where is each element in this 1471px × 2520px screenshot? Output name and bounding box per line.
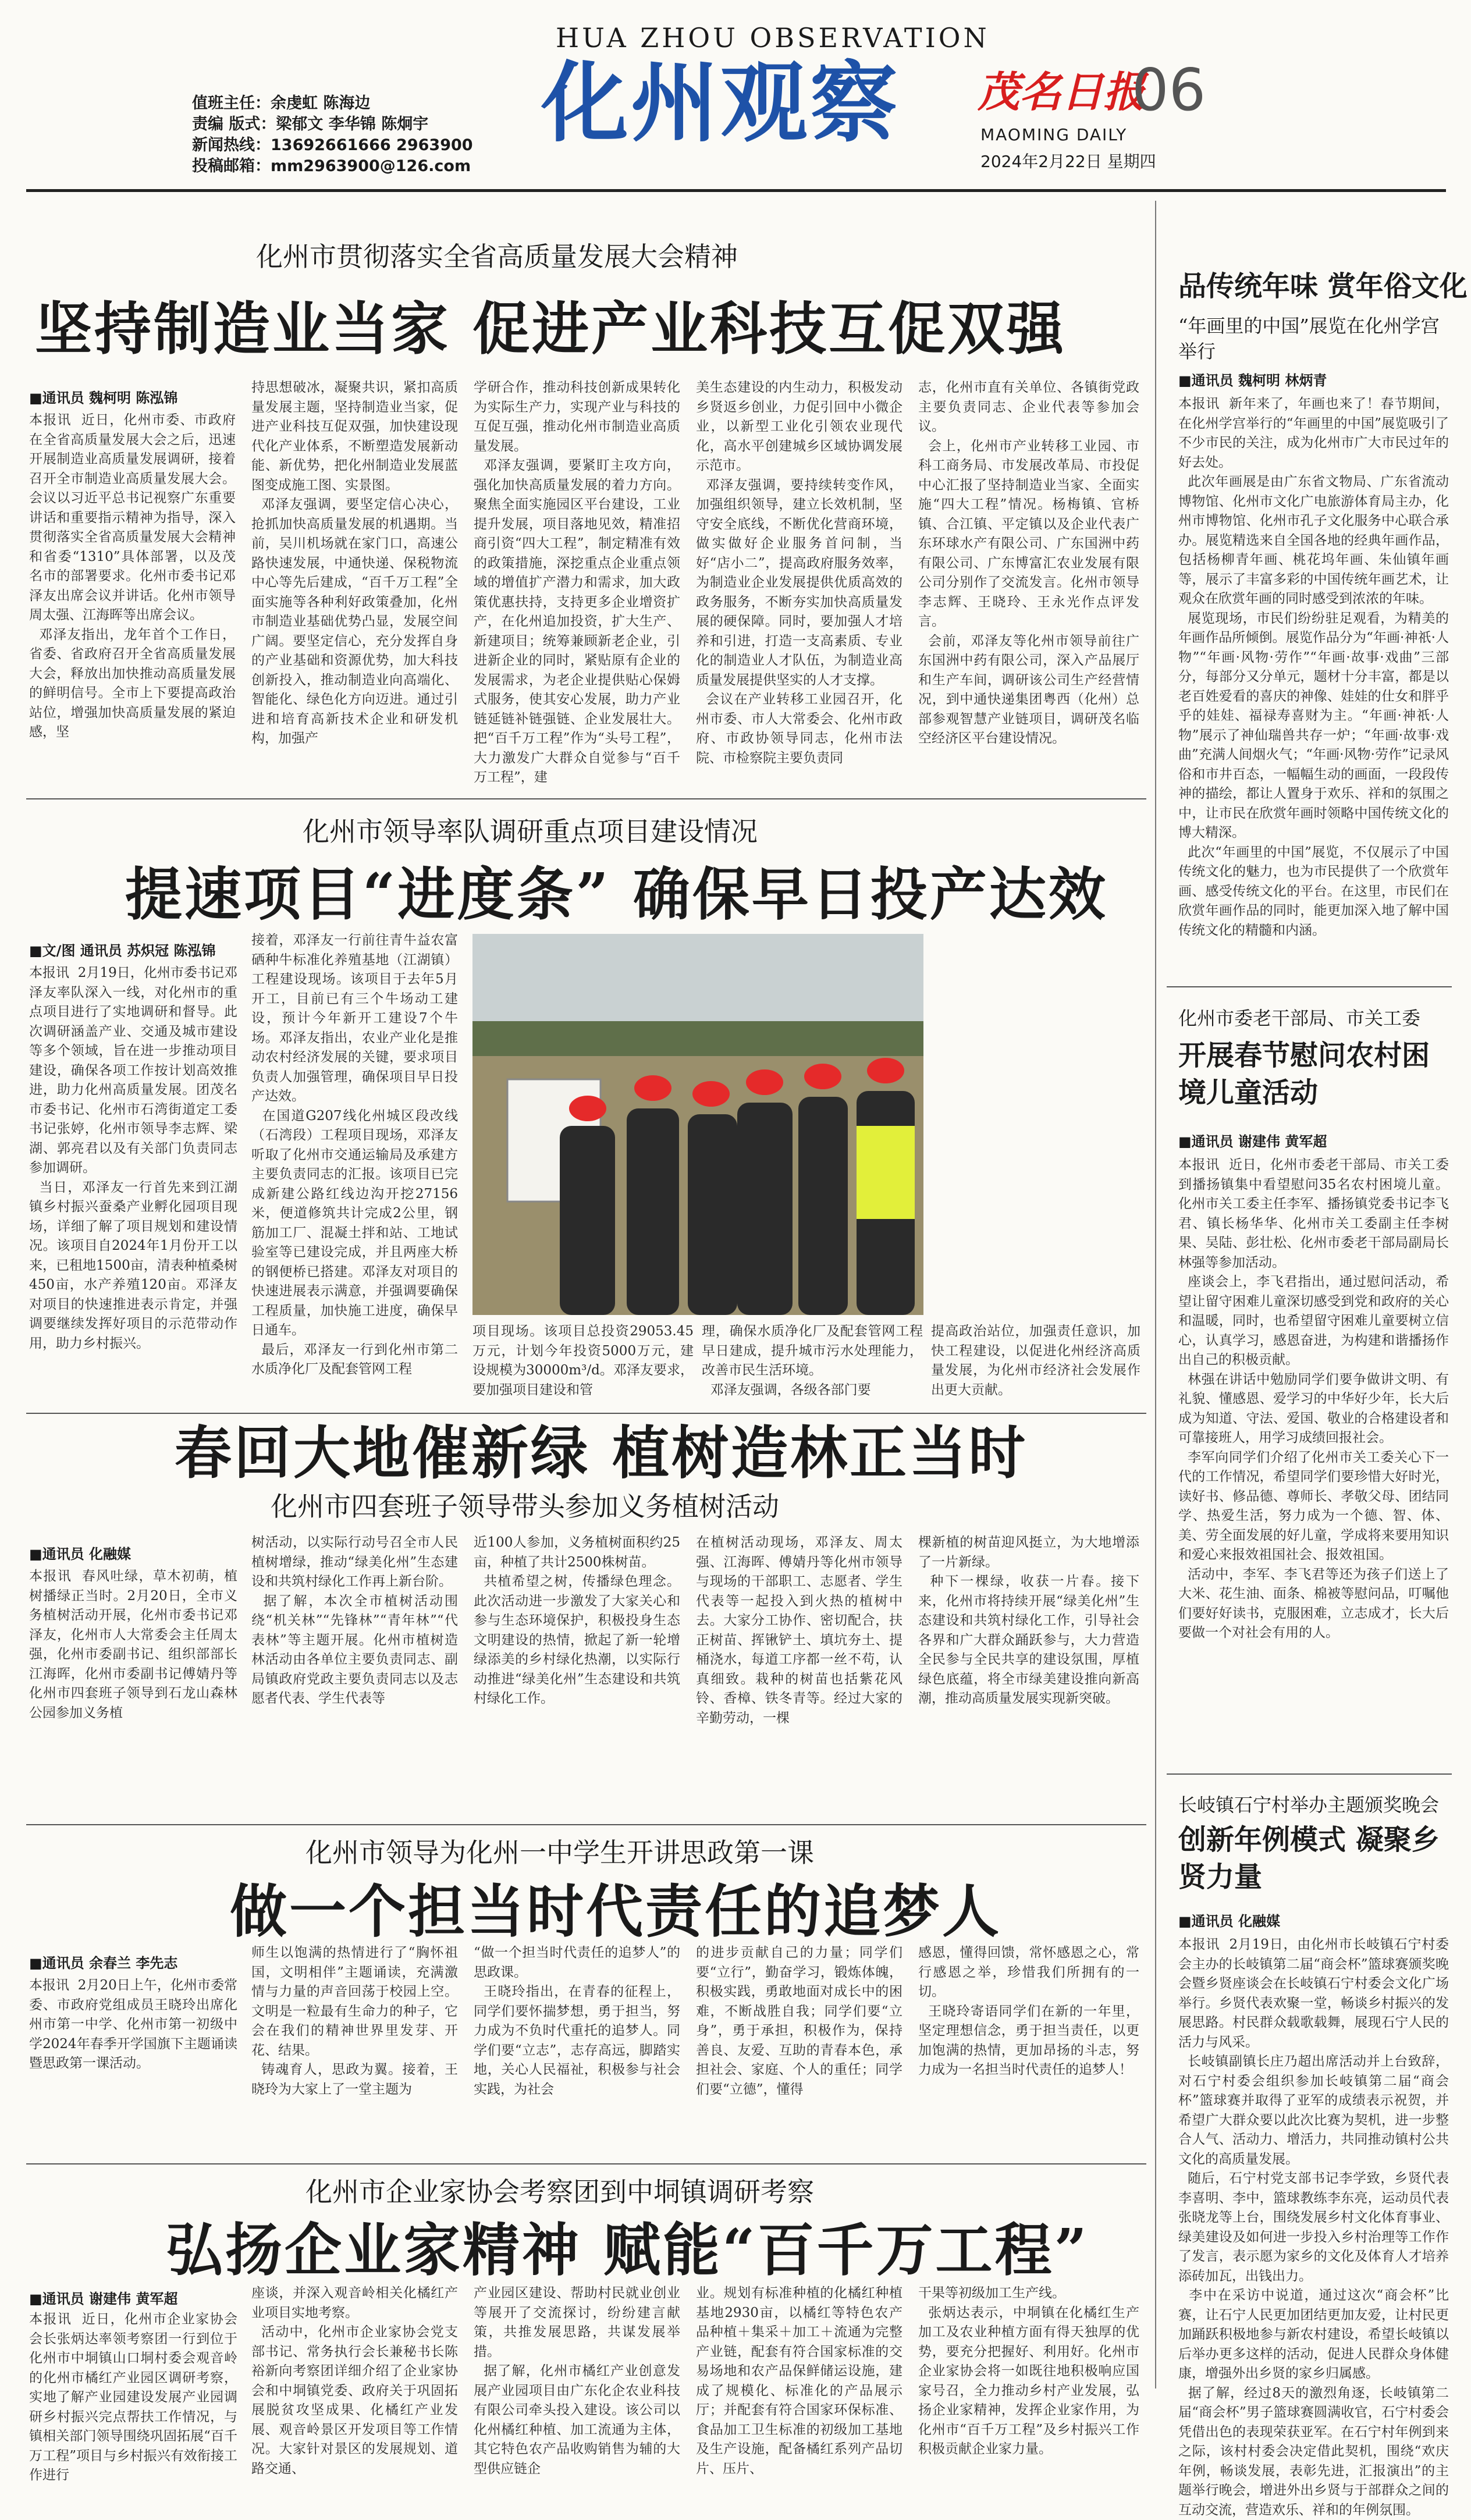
side-divider	[1167, 1773, 1452, 1775]
article3-col: 棵新植的树苗迎风挺立，为大地增添了一片新绿。 种下一棵绿，收获一片春。接下来，化州市将持续开展“绿美化州”生态建设和共筑村绿化工作，引导社会各界和广大群众踊跃参与，大力营造全民参与全民共享的建设氛围，厚植绿色底蕴，将全市绿美建设推向新高潮，推动高质量发展实现新突破。	[918, 1535, 1139, 1706]
article1-kicker: 化州市贯彻落实全省高质量发展大会精神	[256, 241, 738, 272]
article5-byline: ■通讯员 谢建伟 黄军超	[29, 2291, 178, 2307]
photo-illustration	[472, 934, 923, 1315]
side2-body: 本报讯 近日，化州市委老干部局、市关工委到播扬镇集中看望慰问35名农村困境儿童。化州市关工委主任李军、播扬镇党委书记李飞君、镇长杨华华、化州市关工委副主任李树果、吴陆、彭壮松、化州市委老干部局副局长林强等参加活动。 座谈会上，李飞君指出，通过慰问活动，希望让留守困难儿童深切感受到党和政府的关心和温暖，同时，也希望留守困难儿童要树立信心，认真学习，感恩奋进，为构建和谐播扬作出自己的积极贡献。 林强在讲话中勉励同学们要争做讲文明、有礼貌、懂感恩、爱学习的中华好少年，长大后成为知道、守法、爱国、敬业的合格建设者和可靠接班人，用学习成绩回报社会。 李军向同学们介绍了化州市关工委关心下一代的工作情况，希望同学们要珍惜大好时光，读好书、修品德、尊师长、孝敬父母、团结同学、热爱生活，努力成为一个德、智、体、美、劳全面发展的好儿童，学成将来要用知识和爱心来报效祖国社会、报效祖国。 活动中，李军、李飞君等还为孩子们送上了大米、花生油、面条、棉被等慰问品，叮嘱他们要好好读书，克服困难，立志成才，长大后要做一个对社会有用的人。	[1178, 1157, 1449, 1640]
side-divider	[1167, 986, 1452, 987]
article4-col: 师生以饱满的热情进行了“胸怀祖国，文明相伴”主题诵读，充满激情与力量的声音回荡于校园上空。文明是一粒最有生命力的种子，它会在我们的精神世界里发芽、开花、结果。 铸魂育人，思政为翼。接着，王晓玲为大家上了一堂主题为	[251, 1945, 459, 2097]
article3-col: 近100人参加，义务植树面积约25亩，种植了共计2500株树苗。 共植希望之树，传播绿色理念。此次活动进一步激发了大家关心和参与生态环境保护，积极投身生态文明建设的热情，掀起了新一轮增绿添美的乡村绿化热潮，以实际行动推进“绿美化州”生态建设和共筑村绿化工作。	[474, 1535, 681, 1706]
article2-headline: 提速项目“进度条” 确保早日投产达效	[125, 861, 1108, 928]
article2-col: 本报讯 2月19日，化州市委书记邓泽友率队深入一线，对化州市的重点项目进行了实地调研和督导。此次调研涵盖产业、交通及城市建设等多个领域，旨在进一步推动项目建设，确保各项工作按计划高效推进，助力化州高质量发展。团茂名市委书记、化州市石湾街道定工委书记张婷，化州市领导李志辉、梁湖、郭亮君以及有关部门负责同志参加调研。 当日，邓泽友一行首先来到江湖镇乡村振兴蚕桑产业孵化园项目现场，详细了解了项目规划和建设情况。该项目自2024年1月份开工以来，已租地1500亩，清表种植桑树450亩，水产养殖120亩。邓泽友对项目的快速推进表示肯定，并强调要继续发挥好项目的示范带动作用，助力乡村振兴。	[29, 965, 238, 1351]
side3-headline: 创新年例模式 凝聚乡贤力量	[1178, 1824, 1440, 1893]
section-title: 化州观察	[541, 52, 900, 154]
editor-line: 责编 版式：梁郁文 李华锦 陈炯宇	[192, 115, 429, 133]
section-divider	[26, 1824, 1146, 1825]
article1-col: 志，化州市直有关单位、各镇街党政主要负责同志、企业代表等参加会议。 会上，化州市产业转移工业园、市科工商务局、市发展改革局、市投促中心汇报了坚持制造业当家、全面实施“四大工程”情况。杨梅镇、官桥镇、合江镇、平定镇以及企业代表广东环球水产有限公司、广东国洲中药有限公司、广东博富汇农业发展有限公司分别作了交流发言。化州市领导李志辉、王晓玲、王永光作点评发言。 会前，邓泽友等化州市领导前往广东国洲中药有限公司，深入产品展厅和生产车间，调研该公司生产经营情况，到中通快递集团粤西（化州）总部参观智慧产业链项目，调研茂名临空经济区平台建设情况。	[918, 380, 1139, 746]
side3-byline: ■通讯员 化融媒	[1178, 1913, 1281, 1929]
section-divider	[26, 1413, 1146, 1414]
article2-byline: ■文/图 通讯员 苏炽冠 陈泓锦	[29, 943, 216, 959]
section-divider	[26, 2163, 1146, 2164]
article3-col: 本报讯 春风吐绿，草木初萌，植树播绿正当时。2月20日，全市义务植树活动开展，化州市委书记邓泽友，化州市人大常委会主任周太强，化州市委副书记、组织部部长江海晖，化州市委副书记傅婧丹等化州市四套班子领导到石龙山森林公园参加义务植	[29, 1569, 237, 1721]
article5-headline: 弘扬企业家精神 赋能“百千万工程”	[166, 2217, 1089, 2284]
masthead-rule	[26, 189, 1446, 192]
side3-body: 本报讯 2月19日，由化州市长岐镇石宁村委会主办的长岐镇第二届“商会杯”篮球赛颁奖晚会暨乡贤座谈会在长岐镇石宁村委会文化广场举行。乡贤代表欢聚一堂，畅谈乡村振兴的发展思路。村民群众载歌载舞，展现石宁人民的活力与风采。 长岐镇副镇长庄乃超出席活动并上台致辞，对石宁村委会组织参加长岐镇第二届“商会杯”篮球赛并取得了亚军的成绩表示祝贺，并希望广大群众要以此次比赛为契机，进一步整合人气、活动力、增活力，共同推动镇村公共文化的高质量发展。 随后，石宁村党支部书记李学致，乡贤代表李喜明、李中，篮球教练李东亮，运动员代表张晓龙等上台，围绕发展乡村文化体育事业、绿美建设及如何进一步投入乡村治理等工作作了发言，表示愿为家乡的文化及体育人才培养添砖加瓦，出钱出力。 李中在采访中说道，通过这次“商会杯”比赛，让石宁人民更加团结更加友爱，让村民更加踊跃积极地参与新农村建设，希望长岐镇以后举办更多这样的活动，促进人民群众身体健康，增强外出乡贤的家乡归属感。 据了解，经过8天的激烈角逐，长岐镇第二届“商会杯”男子篮球赛圆满收官，石宁村委会凭借出色的表现荣获亚军。在石宁村年例到来之际，该村村委会决定借此契机，围绕“欢庆年例，畅谈发展，表彰先进，汇报演出”的主题举行晚会，增进外出乡贤与于部群众之间的互动交流，营造欢乐、祥和的年例氛围。	[1178, 1937, 1449, 2518]
article1-col: 美生态建设的内生动力，积极发动乡贤返乡创业，力促引回中小微企业，以新型工业化引领农业现代化，高水平创建城乡区域协调发展示范市。 邓泽友强调，要持续转变作风，加强组织领导，建立长效机制，坚守安全底线，不断优化营商环境，做实做好企业服务首问制，当好“店小二”，提高政府服务效率，为制造业企业发展提供优质高效的政务服务，不断夯实加快高质量发展的硬保障。同时，要加强人才培养和引进，打造一支高素质、专业化的制造业人才队伍，为制造业高质量发展提供坚实的人才支撑。 会议在产业转移工业园召开，化州市委、市人大常委会、化州市政府、市政协领导同志，化州市法院、市检察院主要负责同	[696, 380, 903, 766]
side3-kicker: 长岐镇石宁村举办主题颁奖晚会	[1178, 1794, 1440, 1816]
editor-line: 值班主任：余虔虹 陈海边	[192, 94, 371, 112]
article1-col: 学研合作，推动科技创新成果转化为实际生产力，实现产业与科技的互促互强，推动化州市制造业高质量发展。 邓泽友强调，要紧盯主攻方向，强化加快高质量发展的着力方向。聚焦全面实施园区平台建设，工业提升发展，项目落地见效，精准招商引资“四大工程”，制定精准有效的政策措施，深挖重点企业重点领域的增值扩产潜力和需求，加大政策优惠扶持，支持更多企业增资扩产，在化州追加投资，扩大生产、新建项目；统筹兼顾新老企业，引进新企业的同时，紧贴原有企业的发展需求，为老企业提供贴心保姆式服务，使其安心发展，助力产业链延链补链强链、企业发展壮大。把“百千万工程”作为“头号工程”，大力激发广大群众自觉参与“百千万工程”，建	[474, 380, 681, 785]
article5-col: 产业园区建设、帮助村民就业创业等展开了交流探讨，纷纷建言献策，共推发展思路，共谋发展举措。 据了解，化州市橘红产业创意发展产业园项目由广东化企农业科技有限公司牵头投入建设。该公司以化州橘红种植、加工流通为主体，其它特色农产品收购销售为辅的大型供应链企	[474, 2286, 681, 2476]
side1-body: 本报讯 新年来了，年画也来了！春节期间，在化州学宫举行的“年画里的中国”展览吸引了不少市民的关注，成为化州市广大市民过年的好去处。 此次年画展是由广东省文物局、广东省流动博物馆、化州市文化广电旅游体育局主办，化州市博物馆、化州市孔子文化服务中心联合承办。展览精选来自全国各地的经典年画作品，包括杨柳青年画、桃花坞年画、朱仙镇年画等，展示了丰富多彩的中国传统年画艺术，让观众在欣赏年画的同时感受到浓浓的年味。 展览现场，市民们纷纷驻足观看，为精美的年画作品所倾倒。展览作品分为“年画·神祇·人物”“年画·风物·劳作”“年画·故事·戏曲”三部分，每部分又分单元，题材十分丰富，都是以老百姓爱看的喜庆的神像、娃娃的仕女和胖乎乎的娃娃、福禄寿喜财为主。“年画·神祇·人物”展示了神仙瑞兽共存一炉；“年画·故事·戏曲”充满人间烟火气；“年画·风物·劳作”记录风俗和市井百态，一幅幅生动的画面，一段段传神的描绘，都让人置身于欢乐、祥和的氛围之中，让市民在欣赏年画时领略中国传统文化的博大精深。 此次“年画里的中国”展览，不仅展示了中国传统文化的魅力，也为市民提供了一个欣赏年画、感受传统文化的平台。在这里，市民们在欣赏年画作品的同时，能更加深入地了解中国传统文化的精髓和内涵。	[1178, 396, 1449, 938]
paper-logo: 茂名日报	[978, 67, 1146, 116]
article4-col: 感恩，懂得回馈，常怀感恩之心，常行感恩之举，珍惜我们所拥有的一切。 王晓玲寄语同学们在新的一年里，坚定理想信念，勇于担当责任，以更加饱满的热情，更加昂扬的斗志，努力成为一名担当时代责任的追梦人！	[918, 1945, 1139, 2077]
article2-col: 项目现场。该项目总投资29053.45万元，计划今年投资5000万元，建设规模为30000m³/d。邓泽友要求，要加强项目建设和管	[472, 1324, 694, 1398]
side1-subhead: “年画里的中国”展览在化州学宫举行	[1178, 315, 1440, 362]
side1-headline: 品传统年味 赏年俗文化	[1178, 270, 1468, 303]
side2-byline: ■通讯员 谢建伟 黄军超	[1178, 1133, 1327, 1150]
article4-col: 的进步贡献自己的力量；同学们要“立行”，勤奋学习，锻炼体魄，积极实践，勇敢地面对成长中的困难，不断战胜自我；同学们要“立身”，勇于承担，积极作为，保持善良、友爱、互助的青春本色，承担社会、家庭、个人的重任；同学们要“立德”，懂得	[696, 1945, 903, 2097]
article3-byline: ■通讯员 化融媒	[29, 1546, 132, 1562]
paper-name-en: MAOMING DAILY	[980, 125, 1128, 144]
article5-col: 本报讯 近日，化州市企业家协会会长张炳达率领考察团一行到位于化州市中垌镇山口垌村委会观音岭的化州市橘红产业园区调研考察，实地了解产业园建设发展产业园调研乡村振兴完点帮扶工作情况，与镇相关部门领导围绕巩固拓展“百千万工程”项目与乡村振兴有效衔接工作进行	[29, 2312, 237, 2483]
article2-col: 理，确保水质净化厂及配套管网工程早日建成，提升城市污水处理能力，改善市民生活环境。 邓泽友强调，各级各部门要	[702, 1324, 923, 1398]
section-divider	[26, 798, 1146, 799]
side2-kicker: 化州市委老干部局、市关工委	[1178, 1007, 1421, 1029]
article1-headline: 坚持制造业当家 促进产业科技互促双强	[35, 296, 1067, 362]
section-title-en: HUA ZHOU OBSERVATION	[556, 22, 990, 54]
article4-headline: 做一个担当时代责任的追梦人	[230, 1878, 1002, 1945]
article3-headline: 春回大地催新绿 植树造林正当时	[175, 1420, 1028, 1487]
article4-byline: ■通讯员 余春兰 李先志	[29, 1955, 178, 1971]
side1-byline: ■通讯员 魏柯明 林炳青	[1178, 372, 1327, 389]
article3-col: 在植树活动现场，邓泽友、周太强、江海晖、傅婧丹等化州市领导与现场的干部职工、志愿者、学生代表等一起投入到火热的植树中去。大家分工协作、密切配合，扶正树苗、挥锹铲土、填坑夯土、提桶浇水，每道工序都一丝不苟，认真细致。栽种的树苗也括紫花风铃、香樟、铁冬青等。经过大家的辛勤劳动，一棵	[696, 1535, 903, 1726]
article4-col: “做一个担当时代责任的追梦人”的思政课。 王晓玲指出，在青春的征程上，同学们要怀揣梦想，勇于担当，努力成为不负时代重托的追梦人。同学们要“立志”，志存高远，脚踏实地，关心人民福祉，积极参与社会实践，为社会	[474, 1945, 681, 2097]
article2-col: 接着，邓泽友一行前往青牛益农富硒种牛标准化养殖基地（江湖镇）工程建设现场。该项目于去年5月开工，目前已有三个牛场动工建设，预计今年新开工建设7个牛场。邓泽友指出，农业产业化是推动农村经济发展的关键，要求项目负责人加强管理，确保项目早日投产达效。 在国道G207线化州城区段改线（石湾段）工程项目现场，邓泽友听取了化州市交通运输局及承建方主要负责同志的汇报。该项目已完成新建公路红线边沟开挖27156米，便道修筑共计完成2公里，钢筋加工厂、混凝土拌和站、工地试验室等已建设完成，并且两座大桥的钢便桥已搭建。邓泽友对项目的快速进展表示满意，并强调要确保工程质量，加快施工进度，确保早日通车。 最后，邓泽友一行到化州市第二水质净化厂及配套管网工程	[251, 933, 459, 1377]
editor-line: 新闻热线：13692661666 2963900	[192, 136, 473, 154]
page-number: 06	[1132, 56, 1206, 124]
issue-date: 2024年2月22日 星期四	[980, 152, 1156, 171]
article4-col: 本报讯 2月20日上午，化州市委常委、市政府党组成员王晓玲出席化州市第一中学、化州市第一初级中学2024年春季开学国旗下主题诵读暨思政第一课活动。	[29, 1978, 237, 2071]
article1-byline: ■通讯员 魏柯明 陈泓锦	[29, 390, 178, 406]
article4-kicker: 化州市领导为化州一中学生开讲思政第一课	[305, 1837, 814, 1868]
side2-headline: 开展春节慰问农村困境儿童活动	[1178, 1039, 1430, 1109]
editor-info	[192, 93, 495, 177]
column-divider	[1155, 201, 1156, 2389]
article5-kicker: 化州市企业家协会考察团到中垌镇调研考察	[305, 2176, 814, 2208]
editor-line: 投稿邮箱：mm2963900@126.com	[192, 157, 471, 175]
project-site-photo	[472, 934, 923, 1315]
article3-col: 树活动，以实际行动号召全市人民植树增绿，推动“绿美化州”生态建设和共筑村绿化工作再上新台阶。 据了解，本次全市植树活动围绕“机关林”“先锋林”“青年林”“代表林”等主题开展。化州市植树造林活动由各单位主要负责同志、副局镇政府党政主要负责同志以及志愿者代表、学生代表等	[251, 1535, 459, 1706]
article2-kicker: 化州市领导率队调研重点项目建设情况	[303, 816, 758, 847]
article3-subhead: 化州市四套班子领导带头参加义务植树活动	[271, 1491, 779, 1522]
article5-col: 业。规划有标准种植的化橘红种植基地2930亩，以橘红等特色农产品种植＋集采＋加工＋流通为完整产业链，配套有符合国家标准的交易场地和农产品保鲜储运设施，建成了规模化、标准化的产品展示厅；并配套有符合国家环保标准、食品加工卫生标准的初级加工基地及生产设施，配备橘红系列产品切片、压片、	[696, 2286, 903, 2476]
article1-col: 持思想破冰，凝聚共识，紧扣高质量发展主题，坚持制造业当家，促进产业科技互促双强，加快建设现代化产业体系，不断塑造发展新动能、新优势，把化州制造业发展蓝图变成施工图、实景图。 邓泽友强调，要坚定信心决心，抢抓加快高质量发展的机遇期。当前，吴川机场就在家门口，高速公路快速发展，中通快递、保税物流中心等先后建成，“百千万工程”全面实施等各种利好政策叠加，化州市制造业基础优势凸显，发展空间广阔。要坚定信心，充分发挥自身的产业基础和资源优势，加大科技创新投入，推动制造业向高端化、智能化、绿色化方向迈进。通过引进和培育高新技术企业和研发机构，加强产	[251, 380, 459, 746]
article2-col: 提高政治站位，加强责任意识，加快工程建设，以促进化州经济高质量发展，为化州市经济社会发展作出更大贡献。	[931, 1324, 1140, 1398]
article5-col: 座谈，并深入观音岭相关化橘红产业项目实地考察。 活动中，化州市企业家协会党支部书记、常务执行会长兼秘书长陈裕新向考察团详细介绍了企业家协会和中垌镇党委、政府关于巩固拓展脱贫攻坚成果、化橘红产业发展、观音岭景区开发项目等工作情况。大家针对景区的发展规划、道路交通、	[251, 2286, 459, 2476]
article5-col: 干果等初级加工生产线。 张炳达表示，中垌镇在化橘红生产加工及农业种植方面有得天独厚的优势，要充分把握好、利用好。化州市企业家协会将一如既往地积极响应国家号召，全力推动乡村产业发展，弘扬企业家精神，发挥企业家作用，为化州市“百千万工程”及乡村振兴工作积极贡献企业家力量。	[918, 2286, 1139, 2457]
article1-col: 本报讯 近日，化州市委、市政府在全省高质量发展大会之后，迅速开展制造业高质量发展调研，接着召开全市制造业高质量发展大会。会议以习近平总书记视察广东重要讲话和重要指示精神为指导，深入贯彻落实全省高质量发展大会精神和省委“1310”具体部署，以及茂名市的部署要求。化州市委书记邓泽友出席会议并讲话。化州市领导周太强、江海晖等出席会议。 邓泽友指出，龙年首个工作日，省委、省政府召开全省高质量发展大会，释放出加快推动高质量发展的鲜明信号。全市上下要提高政治站位，增强加快高质量发展的紧迫感，坚	[29, 413, 236, 740]
